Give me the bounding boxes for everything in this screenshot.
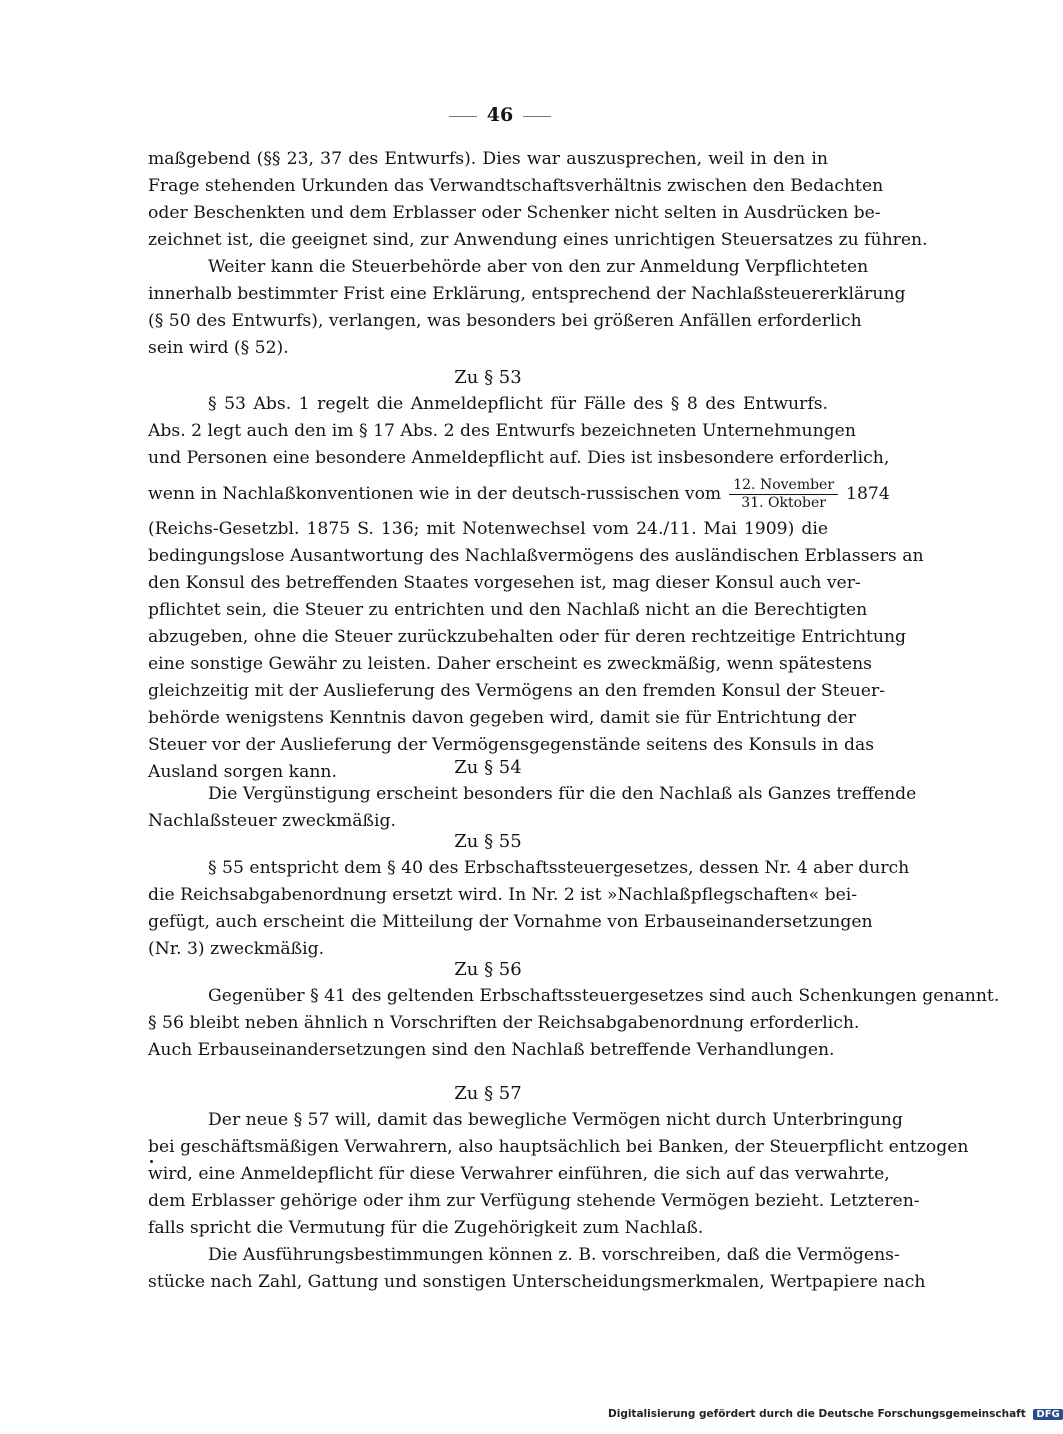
text-line: (Nr. 3) zweckmäßig. [148, 939, 325, 959]
text-line: Frage stehenden Urkunden das Verwandtschaftsverhältnis zwischen den Bedachten [148, 176, 884, 196]
section-53 [148, 364, 924, 786]
text-line: stücke nach Zahl, Gattung und sonstigen Unterscheidungsmerkmalen, Wertpapiere nach [148, 1272, 926, 1292]
text-line: bei geschäftsmäßigen Verwahrern, also hauptsächlich bei Banken, der Steuerpflicht entzogen [148, 1137, 969, 1157]
text-line: oder Beschenkten und dem Erblasser oder Schenker nicht selten in Ausdrücken be- [148, 203, 881, 223]
page-number-line [0, 104, 1000, 126]
text-line: wird, eine Anmeldepflicht für diese Verwahrer einführen, die sich auf das verwahrte, [148, 1164, 890, 1184]
text-line: Weiter kann die Steuerbehörde aber von den zur Anmeldung Verpflichteten [208, 257, 869, 277]
footer-text: Digitalisierung gefördert durch die Deutsche Forschungsgemeinschaft [608, 1408, 1026, 1420]
text-line: Steuer vor der Auslieferung der Vermögensgegenstände seitens des Konsuls in das [148, 735, 875, 755]
text-line: Abs. 2 legt auch den im § 17 Abs. 2 des Entwurfs bezeichneten Unternehmungen [148, 421, 856, 441]
date-fraction [729, 477, 838, 512]
text-line: (Reichs-Gesetzbl. 1875 S. 136; mit Notenwechsel vom 24./11. Mai 1909) die [148, 519, 828, 539]
text-line: bedingungslose Ausantwortung des Nachlaßvermögens des ausländischen Erblassers an [148, 546, 924, 566]
text-line: dem Erblasser gehörige oder ihm zur Verfügung stehende Vermögen bezieht. Letzteren- [148, 1191, 920, 1211]
text-line: eine sonstige Gewähr zu leisten. Daher erscheint es zweckmäßig, wenn spätestens [148, 654, 872, 674]
dfg-logo: DFG [1033, 1409, 1062, 1420]
page-number-rule-left [449, 116, 477, 117]
text-line: Die Vergünstigung erscheint besonders für die den Nachlaß als Ganzes treffende [208, 784, 917, 804]
text-line: pflichtet sein, die Steuer zu entrichten und den Nachlaß nicht an die Berechtigten [148, 600, 868, 620]
page-number-rule-right [523, 116, 551, 117]
text-line: gleichzeitig mit der Auslieferung des Vermögens an den fremden Konsul der Steuer- [148, 681, 886, 701]
section-heading: Zu § 56 [454, 959, 522, 980]
text-line: innerhalb bestimmter Frist eine Erklärung, entsprechend der Nachlaßsteuererklärung [148, 284, 906, 304]
text-line-part: wenn in Nachlaßkonventionen wie in der deutsch-russischen vom [148, 483, 722, 504]
text-line: (§ 50 des Entwurfs), verlangen, was besonders bei größeren Anfällen erforderlich [148, 311, 862, 331]
section-heading: Zu § 54 [454, 757, 522, 778]
date-fraction-group [721, 477, 890, 512]
text-line-part: 1874 [846, 483, 890, 504]
text-line: falls spricht die Vermutung für die Zugehörigkeit zum Nachlaß. [148, 1218, 704, 1238]
section-57 [148, 1080, 969, 1296]
digitization-footer [608, 1408, 1063, 1420]
fraction-numerator: 12. November [729, 477, 838, 495]
text-line: Ausland sorgen kann. [148, 762, 337, 782]
section-heading: Zu § 55 [454, 831, 522, 852]
text-line: § 53 Abs. 1 regelt die Anmeldepflicht für Fälle des § 8 des Entwurfs. [208, 394, 828, 414]
section-55 [148, 828, 910, 963]
text-line: sein wird (§ 52). [148, 338, 289, 358]
text-line: § 55 entspricht dem § 40 des Erbschaftssteuergesetzes, dessen Nr. 4 aber durch [208, 858, 910, 878]
text-line: gefügt, auch erscheint die Mitteilung der Vornahme von Erbauseinandersetzungen [148, 912, 873, 932]
text-line: Der neue § 57 will, damit das bewegliche Vermögen nicht durch Unterbringung [208, 1110, 903, 1130]
section-heading: Zu § 53 [454, 367, 522, 388]
fraction-line [148, 472, 890, 516]
text-line: maßgebend (§§ 23, 37 des Entwurfs). Dies war auszusprechen, weil in den in [148, 149, 828, 169]
paragraph-block-1 [148, 146, 928, 362]
section-heading: Zu § 57 [454, 1083, 522, 1104]
text-line: den Konsul des betreffenden Staates vorgesehen ist, mag dieser Konsul auch ver- [148, 573, 861, 593]
text-line: Gegenüber § 41 des geltenden Erbschaftssteuergesetzes sind auch Schenkungen genannt. [208, 986, 1000, 1006]
text-line: § 56 bleibt neben ähnlich n Vorschriften der Reichsabgabenordnung erforderlich. [148, 1013, 860, 1033]
text-line: die Reichsabgabenordnung ersetzt wird. In Nr. 2 ist »Nachlaßpflegschaften« bei- [148, 885, 858, 905]
text-line: zeichnet ist, die geeignet sind, zur Anwendung eines unrichtigen Steuersatzes zu führen. [148, 230, 928, 250]
text-line: und Personen eine besondere Anmeldepflicht auf. Dies ist insbesondere erforderlich, [148, 448, 890, 468]
text-line: abzugeben, ohne die Steuer zurückzubehalten oder für deren rechtzeitige Entrichtung [148, 627, 907, 647]
section-54 [148, 754, 917, 835]
section-56 [148, 956, 1000, 1064]
fraction-denominator: 31. Oktober [741, 494, 826, 511]
text-line: Nachlaßsteuer zweckmäßig. [148, 811, 396, 831]
text-line: Auch Erbauseinandersetzungen sind den Nachlaß betreffende Verhandlungen. [148, 1040, 835, 1060]
text-line: behörde wenigstens Kenntnis davon gegeben wird, damit sie für Entrichtung der [148, 708, 857, 728]
text-line: Die Ausführungsbestimmungen können z. B. vorschreiben, daß die Vermögens- [208, 1245, 900, 1265]
page-number: 46 [486, 104, 514, 126]
margin-mark [150, 1160, 153, 1163]
